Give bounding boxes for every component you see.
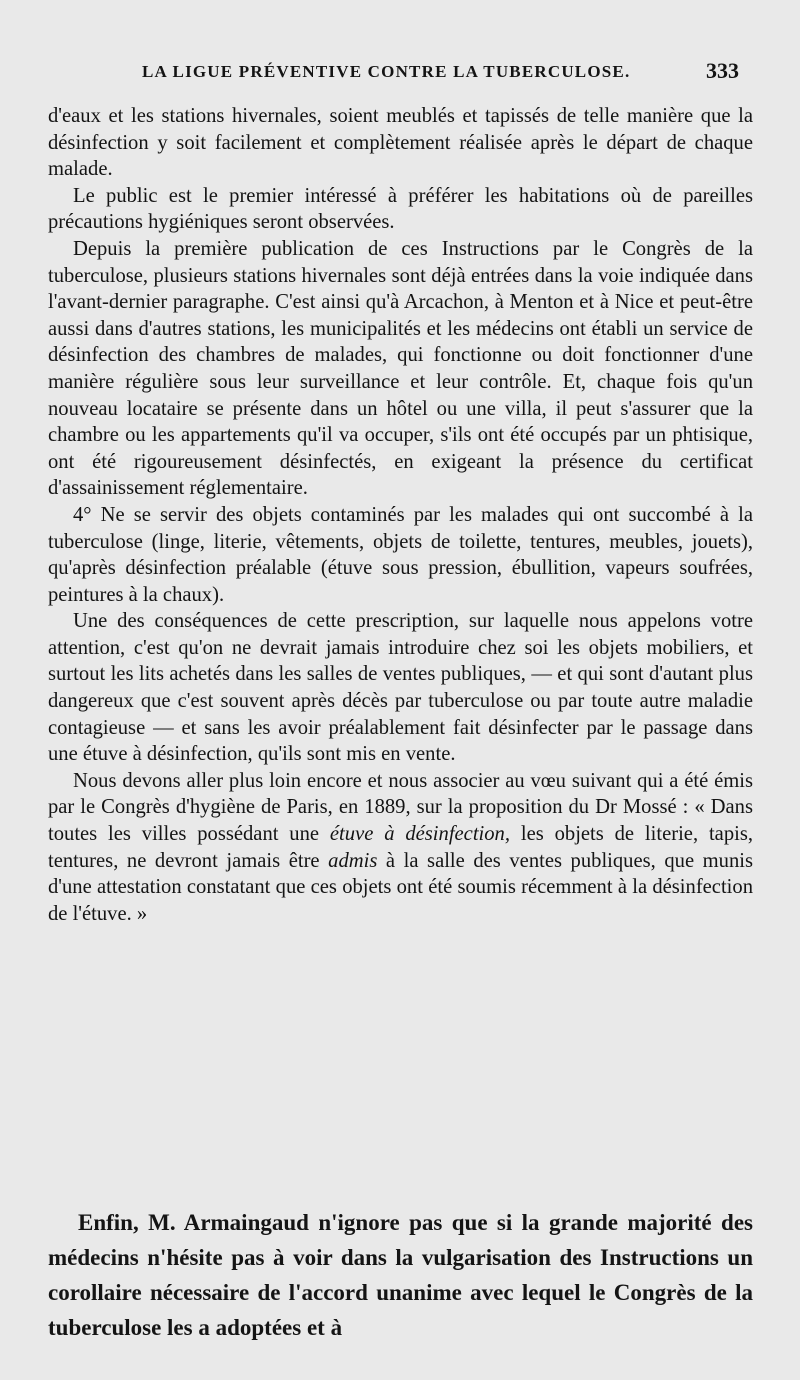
closing-text [48, 1205, 753, 1345]
paragraph-2: Le public est le premier intéressé à préférer les habitations où de pareilles précautions hygiéniques seront observées. [48, 184, 753, 234]
main-text [48, 103, 753, 927]
paragraph-6-part-c: à la salle des ventes publiques, que munis d'une attestation constatant que ces objets ont été soumis récemment à la désinfection de l'étuve. » [48, 849, 753, 925]
running-title: LA LIGUE PRÉVENTIVE CONTRE LA TUBERCULOSE. [142, 62, 631, 81]
paragraph-6 [48, 768, 753, 928]
paragraph-6-part-a: Nous devons aller plus loin encore et nous associer au vœu suivant qui a été émis par le Congrès d'hygiène de Paris, en 1889, sur la proposition du Dr Mossé : « Dans toutes les villes possédant une [48, 769, 753, 846]
page-header [0, 58, 800, 92]
paragraph-6-part-b: les objets de literie, tapis, tentures, ne devront jamais être [48, 823, 753, 872]
paragraph-1: d'eaux et les stations hivernales, soient meublés et tapissés de telle manière que la désinfection y soit facilement et complètement réalisée après le départ de chaque malade. [48, 105, 753, 181]
italic-etuve-a-desinfection: étuve à désinfection, [329, 823, 511, 846]
paragraph-5: Une des conséquences de cette prescription, sur laquelle nous appelons votre attention, c'est qu'on ne devrait jamais introduire chez soi les objets mobiliers, et surtout les lits achetés dans les salles de ventes publiques, — et qui sont d'autant plus dangereux que c'est souvent après décès par tuberculose ou par toute autre maladie contagieuse — et sans les avoir préalablement fait désinfecter par le passage dans une étuve à désinfection, qu'ils sont mis en vente. [48, 610, 753, 766]
paragraph-3: Depuis la première publication de ces Instructions par le Congrès de la tuberculose, plusieurs stations hivernales sont déjà entrées dans la voie indiquée dans l'avant-dernier paragraphe. C'est ainsi qu'à Arcachon, à Menton et à Nice et peut-être aussi dans d'autres stations, les municipalités et les médecins ont établi un service de désinfection des chambres de malades, qui fonctionne ou doit fonctionner d'une manière régulière sous leur surveillance et leur contrôle. Et, chaque fois qu'un nouveau locataire se présente dans un hôtel ou une villa, il peut s'assurer que la chambre ou les appartements qu'il va occuper, s'ils ont été occupés par un phtisique, ont été rigoureusement désinfectés, en exigeant la présence du certificat d'assainissement réglementaire. [48, 237, 753, 500]
italic-admis: admis [328, 849, 378, 872]
page-number: 333 [706, 58, 739, 83]
paragraph-4: 4° Ne se servir des objets contaminés par les malades qui ont succombé à la tuberculose (linge, literie, vêtements, objets de toilette, tentures, meubles, jouets), qu'après désinfection préalable (étuve sous pression, ébullition, vapeurs soufrées, peintures à la chaux). [48, 503, 753, 606]
paragraph-7: Enfin, M. Armaingaud n'ignore pas que si la grande majorité des médecins n'hésite pas à voir dans la vulgarisation des Instructions un corollaire nécessaire de l'accord unanime avec lequel le Congrès de la tuberculose les a adoptées et à [48, 1210, 753, 1340]
